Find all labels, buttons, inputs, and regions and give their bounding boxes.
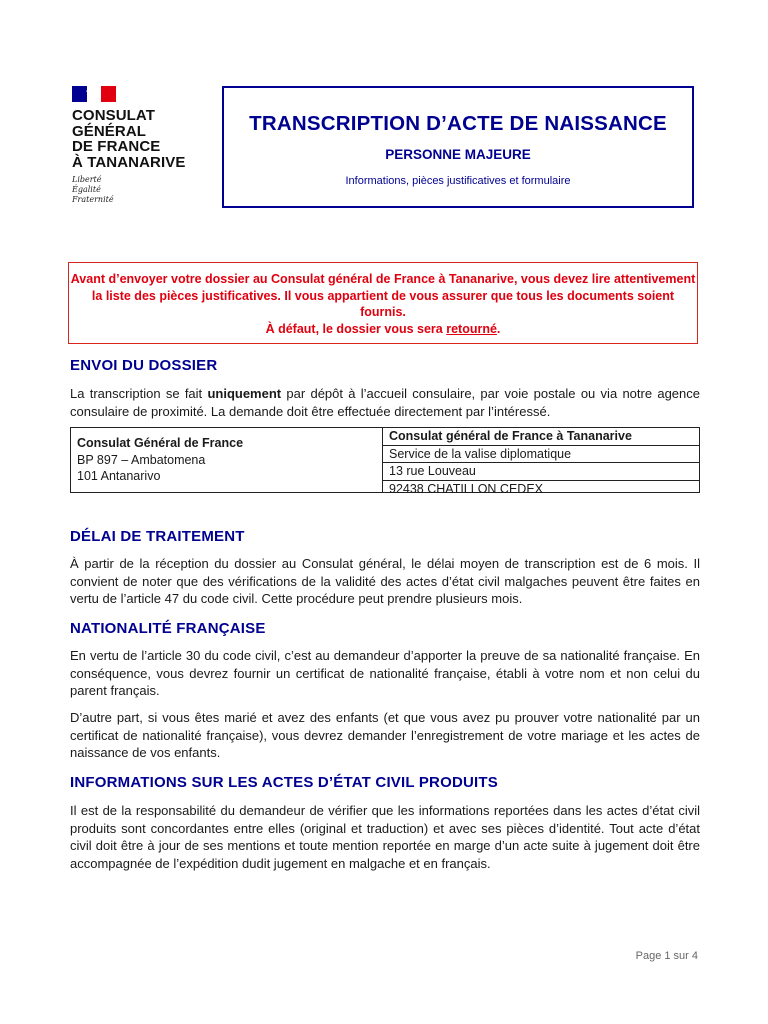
- page-subtitle: PERSONNE MAJEURE: [385, 147, 531, 162]
- consulate-logo: [72, 86, 212, 205]
- delai-paragraph: À partir de la réception du dossier au Consulat général, le délai moyen de transcription est de 6 mois. Il convient de noter que des vérifications de la validité des actes d’état civil malgaches peuvent être faites en vertu de l’article 47 du code civil. Cette procédure peut prendre plusieurs mois.: [70, 556, 700, 606]
- logo-name: CONSULAT GÉNÉRAL DE FRANCE À TANANARIVE: [72, 107, 186, 171]
- warning-box: [68, 262, 698, 344]
- section-heading-envoi: ENVOI DU DOSSIER: [70, 357, 218, 374]
- address-local: Consulat Général de France BP 897 – Ambatomena 101 Antanarivo: [71, 428, 383, 492]
- section-heading-nationalite: NATIONALITÉ FRANÇAISE: [70, 620, 266, 637]
- warning-line2: À défaut, le dossier vous sera retourné.: [265, 321, 501, 336]
- marianne-flag-icon: [72, 86, 116, 102]
- page-title: TRANSCRIPTION D’ACTE DE NAISSANCE: [249, 112, 667, 135]
- warning-returned-word: retourné: [446, 321, 497, 336]
- informations-paragraph: Il est de la responsabilité du demandeur de vérifier que les informations reportées dans les actes d’état civil produits sont concordantes entre elles (original et traduction) et avec ses pièces d’identité. Tout acte d’état civil doit être à jour de ses mentions et toute mention reportée en marge d’un acte suite à jugement doit être accompagnée de l’expédition dudit jugement en malgache et en français.: [70, 803, 700, 871]
- nationalite-paragraph-1: En vertu de l’article 30 du code civil, c’est au demandeur d’apporter la preuve de sa nationalité française. En conséquence, vous devrez fournir un certificat de nationalité française, établi à votre nom et non celui du parent français.: [70, 648, 700, 698]
- page-number: Page 1 sur 4: [635, 950, 698, 962]
- nationalite-paragraph-2: D’autre part, si vous êtes marié et avez des enfants (et que vous avez pu prouver votre nationalité par un certificat de nationalité française), vous devrez demander l’enregistrement de votre mariage et les actes de naissance de vos enfants.: [70, 710, 700, 760]
- section-heading-delai: DÉLAI DE TRAITEMENT: [70, 528, 245, 545]
- page-caption: Informations, pièces justificatives et formulaire: [345, 175, 571, 187]
- address-diplomatic: Consulat général de France à Tananarive Service de la valise diplomatique 13 rue Louveau 92438 CHATILLON CEDEX: [383, 428, 699, 492]
- warning-text: Avant d’envoyer votre dossier au Consulat général de France à Tananarive, vous devez lire attentivement la liste des pièces justificatives. Il vous appartient de vous assurer que tous les documents soient fournis.: [70, 272, 696, 319]
- envoi-paragraph: La transcription se fait uniquement par dépôt à l’accueil consulaire, par voie postale ou via notre agence consulaire de proximité. La demande doit être effectuée directement par l’intéressé.: [70, 386, 701, 419]
- section-heading-informations: INFORMATIONS SUR LES ACTES D’ÉTAT CIVIL PRODUITS: [70, 774, 498, 791]
- title-box: [222, 86, 694, 208]
- logo-motto: Liberté Égalité Fraternité: [72, 175, 114, 204]
- address-table: [70, 427, 700, 496]
